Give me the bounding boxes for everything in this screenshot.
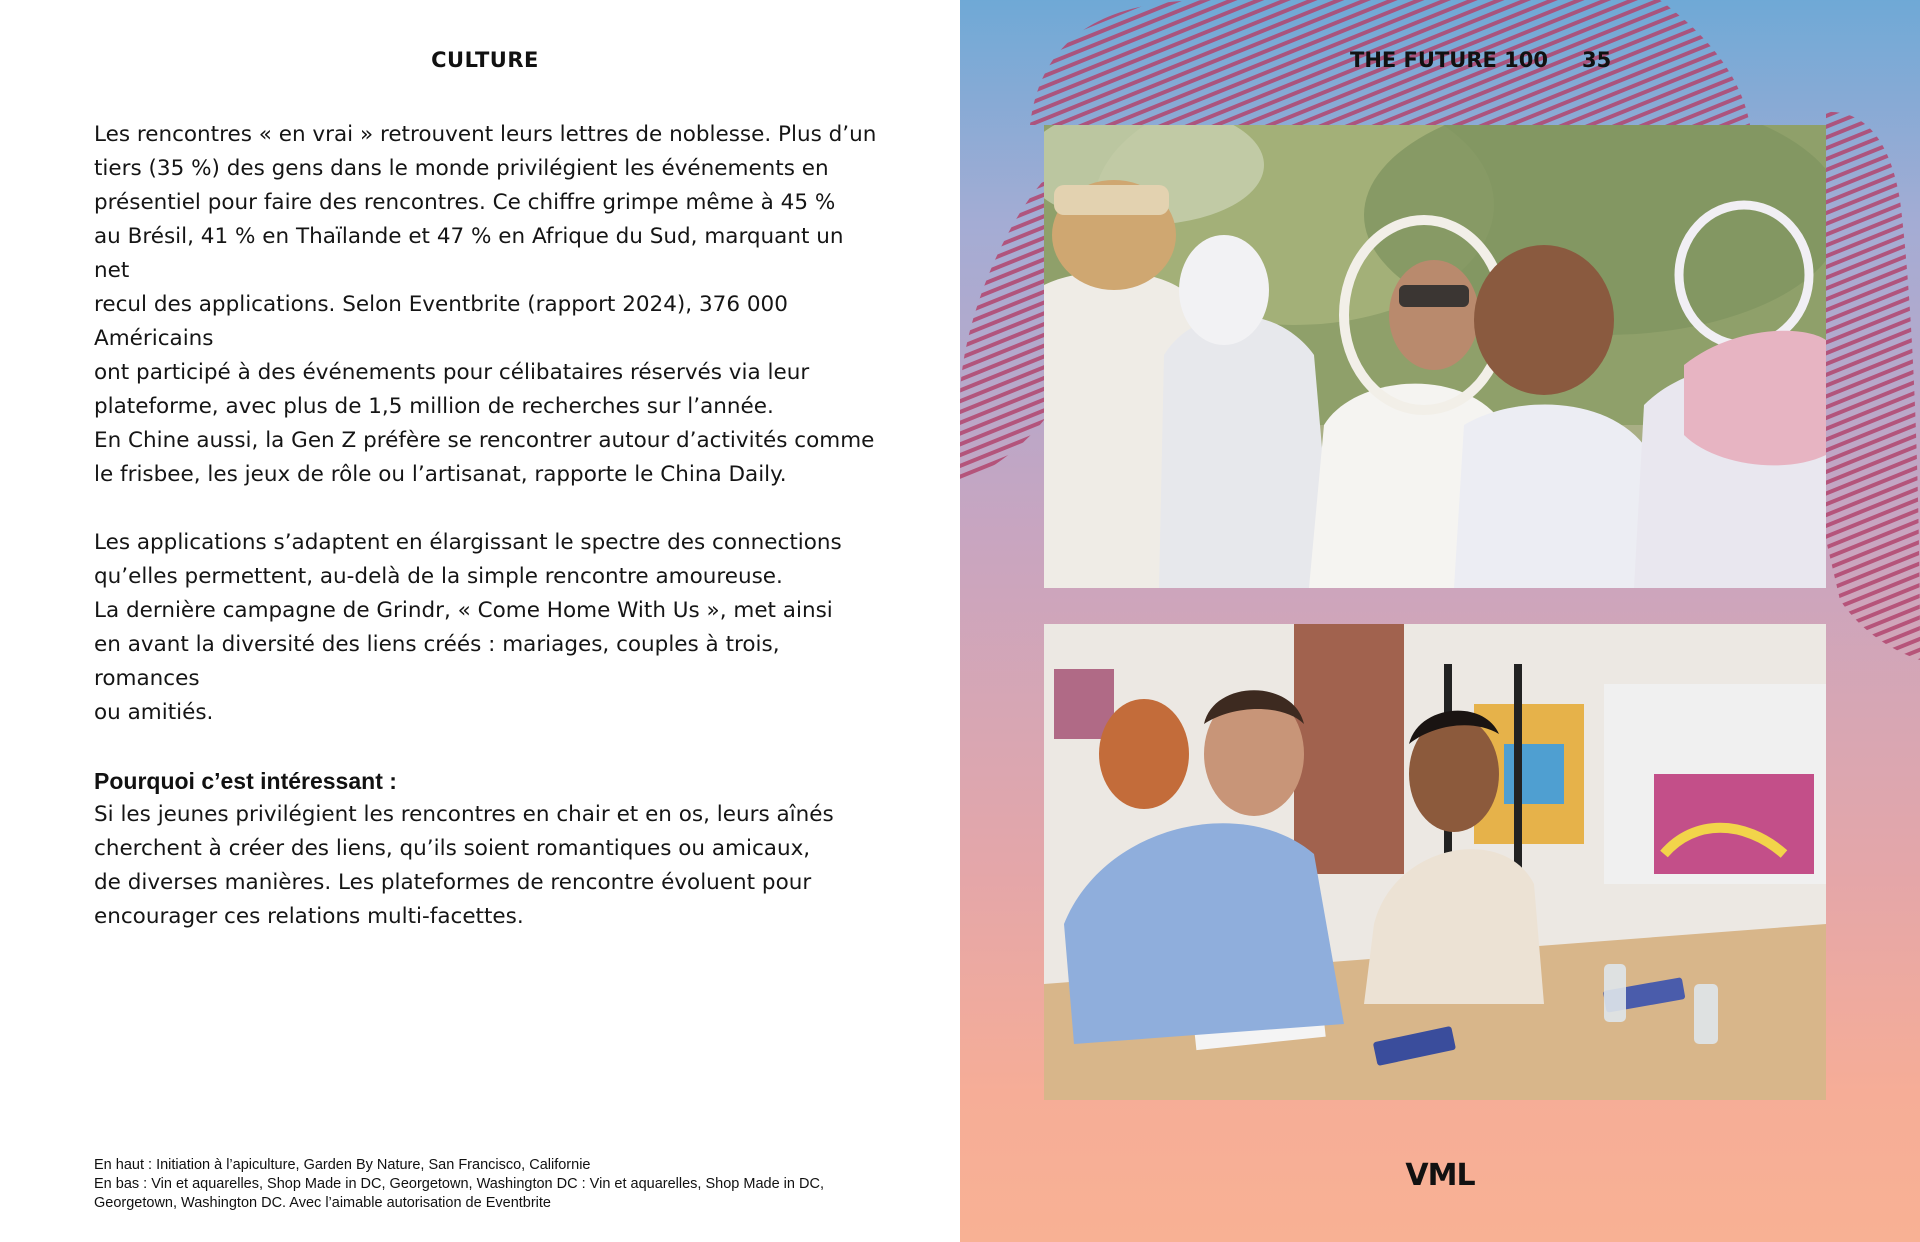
article-body	[94, 118, 884, 934]
text-line: en avant la diversité des liens créés : mariages, couples à trois, romances	[94, 632, 780, 691]
text-line: de diverses manières. Les plateformes de rencontre évoluent pour	[94, 870, 812, 895]
caption-line: En haut : Initiation à l’apiculture, Garden By Nature, San Francisco, Californie	[94, 1157, 591, 1173]
caption-line: En bas : Vin et aquarelles, Shop Made in DC, Georgetown, Washington DC : Vin et aquarelles, Shop Made in DC,	[94, 1176, 824, 1192]
text-line: ou amitiés.	[94, 700, 214, 725]
subheading: Pourquoi c’est intéressant :	[94, 768, 397, 794]
vml-logo: VML	[1405, 1158, 1475, 1193]
text-line: au Brésil, 41 % en Thaïlande et 47 % en Afrique du Sud, marquant un net	[94, 224, 844, 283]
page-number: 35	[1582, 48, 1612, 72]
text-line: Les applications s’adaptent en élargissant le spectre des connections	[94, 530, 842, 555]
photo-beekeeping	[1044, 125, 1826, 588]
text-line: qu’elles permettent, au-delà de la simple rencontre amoureuse.	[94, 564, 783, 589]
text-line: Les rencontres « en vrai » retrouvent leurs lettres de noblesse. Plus d’un	[94, 122, 877, 147]
text-line: tiers (35 %) des gens dans le monde privilégient les événements en	[94, 156, 829, 181]
beekeeping-illustration	[1044, 125, 1826, 588]
text-line: La dernière campagne de Grindr, « Come Home With Us », met ainsi	[94, 598, 833, 623]
photo-watercolor-workshop	[1044, 624, 1826, 1100]
text-line: présentiel pour faire des rencontres. Ce chiffre grimpe même à 45 %	[94, 190, 836, 215]
text-line: En Chine aussi, la Gen Z préfère se rencontrer autour d’activités comme	[94, 428, 875, 453]
text-line: cherchent à créer des liens, qu’ils soient romantiques ou amicaux,	[94, 836, 811, 861]
text-line: ont participé à des événements pour célibataires réservés via leur	[94, 360, 810, 385]
paragraph-3	[94, 764, 884, 934]
watercolor-illustration	[1044, 624, 1826, 1100]
paragraph-1	[94, 118, 884, 492]
text-line: Si les jeunes privilégient les rencontres en chair et en os, leurs aînés	[94, 802, 834, 827]
text-line: encourager ces relations multi-facettes.	[94, 904, 524, 929]
text-line: le frisbee, les jeux de rôle ou l’artisanat, rapporte le China Daily.	[94, 462, 787, 487]
right-page	[960, 0, 1920, 1242]
caption-line: Georgetown, Washington DC. Avec l’aimable autorisation de Eventbrite	[94, 1195, 551, 1211]
section-label: CULTURE	[431, 48, 539, 72]
text-line: recul des applications. Selon Eventbrite (rapport 2024), 376 000 Américains	[94, 292, 788, 351]
photo-captions	[94, 1156, 894, 1213]
paragraph-2	[94, 526, 884, 730]
running-head: THE FUTURE 100	[1350, 48, 1548, 72]
text-line: plateforme, avec plus de 1,5 million de recherches sur l’année.	[94, 394, 774, 419]
